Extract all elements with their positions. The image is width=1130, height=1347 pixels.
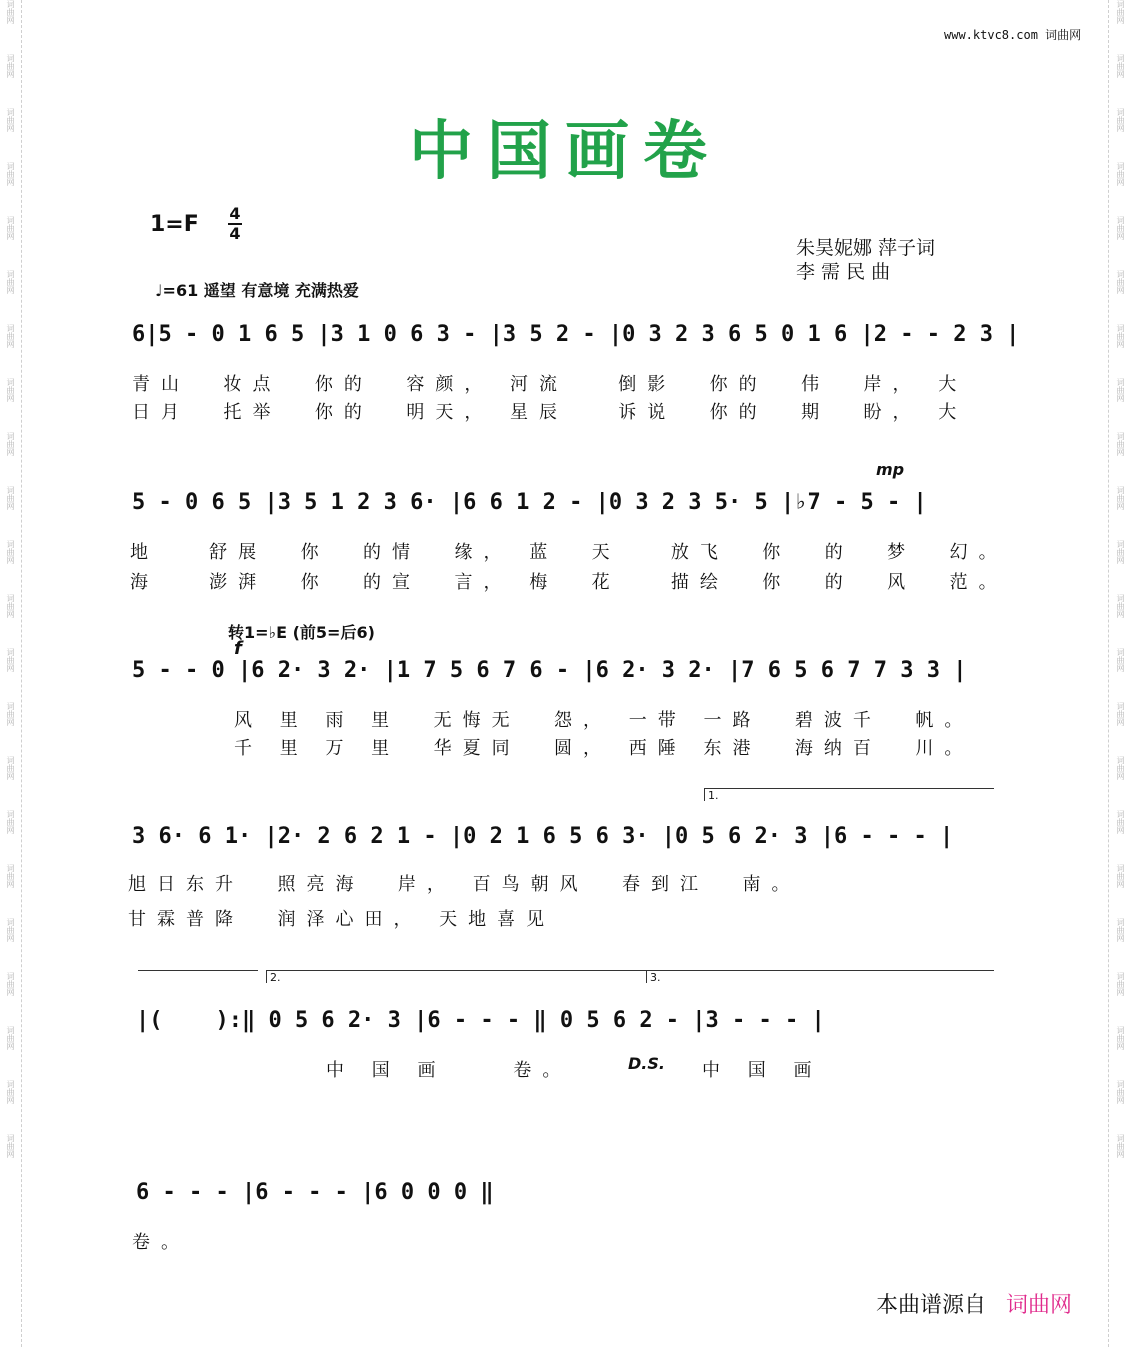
composer: 李 需 民 曲: [796, 261, 891, 283]
notes-row-4: 3 6· 6 1· |2· 2 6 2 1 - |0 2 1 6 5 6 3· |0 5 6 2· 3 |6 - - - |: [132, 824, 954, 849]
volta-3: 3.: [646, 970, 994, 983]
lyrics-row-5-first: 中 国 画 卷。: [326, 1060, 572, 1081]
source-footer: [876, 1288, 1072, 1319]
site-name[interactable]: 词曲网: [1045, 28, 1082, 42]
dal-segno: D.S.: [628, 1054, 665, 1073]
site-url[interactable]: www.ktvc8.com: [944, 28, 1038, 42]
tempo-marking: ♩=61 遥望 有意境 充满热爱: [155, 281, 359, 300]
site-header[interactable]: [944, 26, 1081, 43]
lyrics-row-5-second: 中 国 画: [702, 1060, 823, 1081]
notes-row-3: 5 - - 0 |6 2· 3 2· |1 7 5 6 7 6 - |6 2· 3 2· |7 6 5 6 7 7 3 3 |: [132, 658, 967, 683]
song-title: 中国画卷: [409, 115, 721, 189]
lyrics-row-2-verse-1: 地 舒展 你 的情 缘， 蓝 天 放飞 你 的 梦 幻。: [130, 542, 1008, 563]
lyrics-row-1-verse-1: 青山 妆点 你的 容颜， 河流 倒影 你的 伟 岸， 大: [132, 374, 968, 395]
source-text: 本曲谱源自: [876, 1293, 987, 1318]
key-signature: 1=F: [150, 212, 199, 237]
row-5-top-line: [138, 970, 258, 971]
lyrics-row-3-verse-2: 千 里 万 里 华夏同 圆， 西陲 东港 海纳百 川。: [234, 738, 974, 759]
volta-2: 2.: [266, 970, 646, 983]
dynamic-mp: mp: [876, 460, 905, 479]
time-top: 4: [229, 204, 241, 223]
lyrics-row-2-verse-2: 海 澎湃 你 的宣 言， 梅 花 描绘 你 的 风 范。: [130, 572, 1008, 593]
lyricist: 朱昊妮娜 萍子词: [796, 237, 936, 259]
notes-row-2: 5 - 0 6 5 |3 5 1 2 3 6· |6 6 1 2 - |0 3 2 3 5· 5 |♭7 - 5 - |: [132, 490, 927, 515]
right-edge-line: [1108, 0, 1109, 1347]
notes-row-5: |( ):‖ 0 5 6 2· 3 |6 - - - ‖ 0 5 6 2 - |3 - - - |: [136, 1008, 825, 1033]
left-watermark-strip: 词曲网 词曲网 词曲网 词曲网 词曲网 词曲网 词曲网 词曲网 词曲网 词曲网 词曲网 词曲网 词曲网 词曲网 词曲网 词曲网 词曲网 词曲网 词曲网 词曲网 词曲网 词曲网: [6, 0, 15, 1158]
lyrics-row-3-verse-1: 风 里 雨 里 无悔无 怨， 一带 一路 碧波千 帆。: [234, 710, 974, 731]
lyrics-row-4-verse-2: 甘霖普降 润泽心田， 天地喜见: [128, 909, 556, 930]
lyrics-row-4-verse-1: 旭日东升 照亮海 岸， 百鸟朝风 春到江 南。: [128, 874, 801, 895]
modulation-marking: 转1=♭E (前5=后6): [228, 623, 375, 642]
source-brand[interactable]: 词曲网: [1006, 1293, 1073, 1318]
credits: [796, 236, 935, 284]
volta-1: 1.: [704, 788, 994, 801]
left-edge-line: [21, 0, 22, 1347]
notes-row-1: 6|5 - 0 1 6 5 |3 1 0 6 3 - |3 5 2 - |0 3 2 3 6 5 0 1 6 |2 - - 2 3 |: [132, 322, 1020, 347]
right-watermark-strip: 词曲网 词曲网 词曲网 词曲网 词曲网 词曲网 词曲网 词曲网 词曲网 词曲网 词曲网 词曲网 词曲网 词曲网 词曲网 词曲网 词曲网 词曲网 词曲网 词曲网 词曲网 词曲网: [1116, 0, 1125, 1158]
notes-row-6: 6 - - - |6 - - - |6 0 0 0 ‖: [136, 1180, 494, 1205]
time-signature: [228, 206, 242, 242]
dynamic-f: f: [234, 638, 242, 659]
time-bottom: 4: [229, 224, 241, 243]
lyrics-row-1-verse-2: 日月 托举 你的 明天， 星辰 诉说 你的 期 盼， 大: [132, 402, 968, 423]
lyrics-row-6: 卷。: [132, 1232, 190, 1253]
